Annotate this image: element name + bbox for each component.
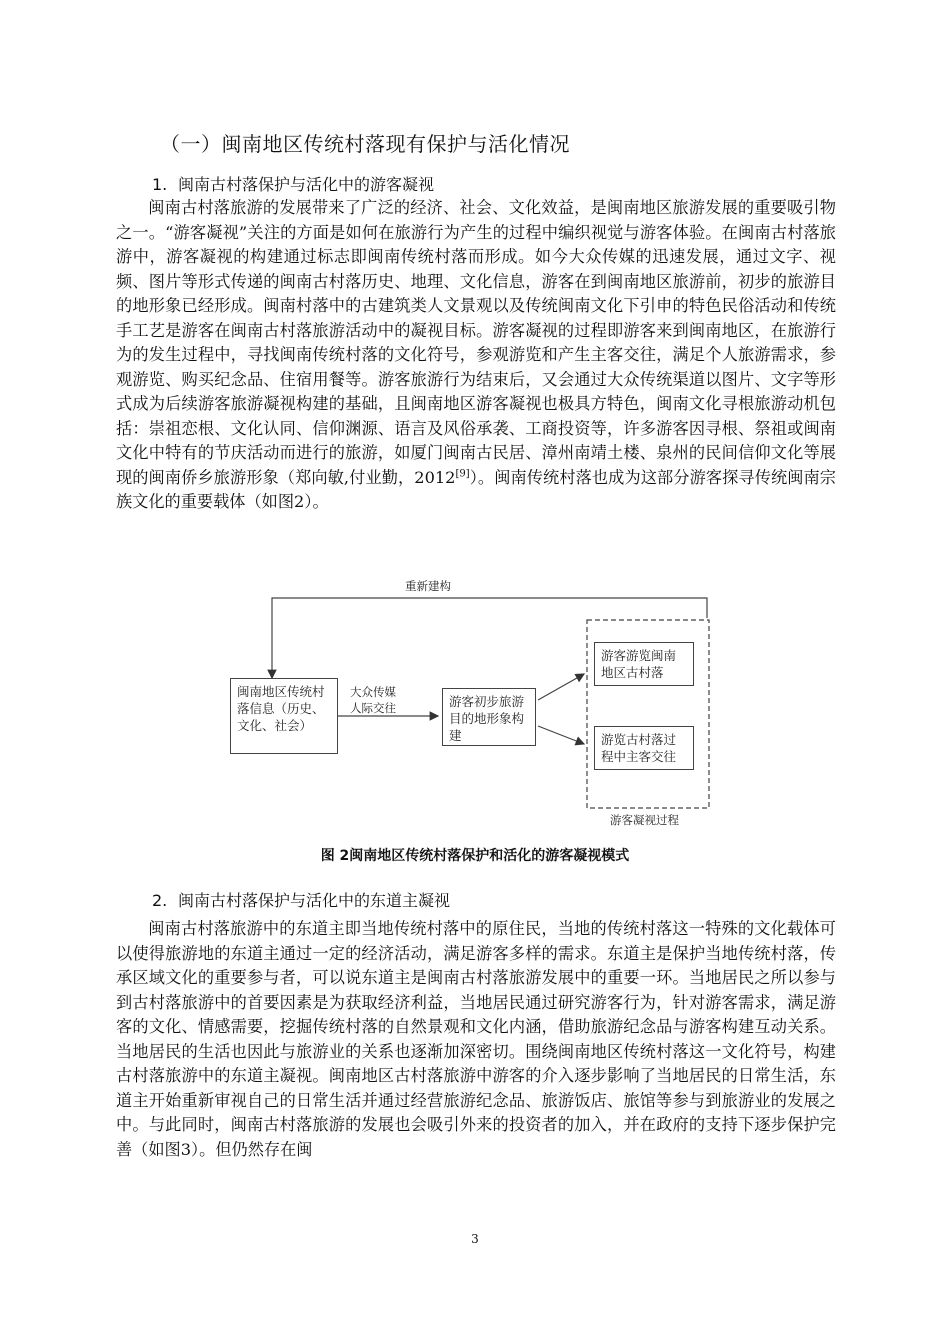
section-heading: （一）闽南地区传统村落现有保护与活化情况 xyxy=(160,132,570,156)
image-construction-box: 游客初步旅游目的地形象构建 xyxy=(442,688,536,746)
subsection-number: 1. xyxy=(152,175,168,194)
gaze-process-label: 游客凝视过程 xyxy=(610,813,679,827)
reconstruct-label: 重新建构 xyxy=(405,579,451,593)
info-box: 闽南地区传统村落信息（历史、文化、社会） xyxy=(230,678,338,754)
subsection-heading-1 xyxy=(152,172,434,195)
subsection-heading-2 xyxy=(152,888,450,911)
subsection-title: 闽南古村落保护与活化中的游客凝视 xyxy=(178,175,435,194)
paragraph-text: 闽南古村落旅游中的东道主即当地传统村落中的原住民，当地的传统村落这一特殊的文化载体可以使得旅游地的东道主通过一定的经济活动，满足游客多样的需求。东道主是保护当地传统村落，传承区域文化的重要参与者，可以说东道主是闽南古村落旅游发展中的重要一环。当地居民之所以参与到古村落旅游中的首要因素是为获取经济利益，当地居民通过研究游客行为，针对游客需求，满足游客的文化、情感需要，挖掘传统村落的自然景观和文化内涵，借助旅游纪念品与游客构建互动关系。当地居民的生活也因此与旅游业的关系也逐渐加深密切。围绕闽南地区传统村落这一文化符号，构建古村落旅游中的东道主凝视。闽南地区古村落旅游中游客的介入逐步影响了当地居民的日常生活，东道主开始重新审视自己的日常生活并通过经营旅游纪念品、旅游饭店、旅馆等参与到旅游业的发展之中。与此同时，闽南古村落旅游的发展也会吸引外来的投资者的加入，并在政府的支持下逐步保护完善（如图3）。但仍然存在闽 xyxy=(116,919,836,1159)
media-label: 大众传媒 人际交往 xyxy=(350,685,396,715)
paragraph-text: 闽南古村落旅游的发展带来了广泛的经济、社会、文化效益，是闽南地区旅游发展的重要吸引物之一。“游客凝视”关注的方面是如何在旅游行为产生的过程中编织视觉与游客体验。在闽南古村落旅游中，游客凝视的构建通过标志即闽南传统村落而形成。如今大众传媒的迅速发展，通过文字、视频、图片等形式传递的闽南古村落历史、地理、文化信息，游客在到闽南地区旅游前，初步的旅游目的地形象已经形成。闽南村落中的古建筑类人文景观以及传统闽南文化下引申的特色民俗活动和传统手工艺是游客在闽南古村落旅游活动中的凝视目标。游客凝视的过程即游客来到闽南地区，在旅游行为的发生过程中，寻找闽南传统村落的文化符号，参观游览和产生主客交往，满足个人旅游需求，参观游览、购买纪念品、住宿用餐等。游客旅游行为结束后，又会通过大众传统渠道以图片、文字等形式成为后续游客旅游凝视构建的基础，且闽南地区游客凝视也极具方特色，闽南文化寻根旅游动机包括：崇祖恋根、文化认同、信仰渊源、语言及风俗承袭、工商投资等，许多游客因寻根、祭祖或闽南文化中特有的节庆活动而进行的旅游，如厦门闽南古民居、漳州南靖土楼、泉州的民间信仰文化等展现的闽南侨乡旅游形象（郑向敏,付业勤，2012 xyxy=(116,198,836,487)
body-paragraph-1 xyxy=(116,196,836,515)
figure-2-diagram xyxy=(200,570,740,832)
subsection-title: 闽南古村落保护与活化中的东道主凝视 xyxy=(178,891,451,910)
citation-ref: [9] xyxy=(455,468,470,480)
arrow-to-tour xyxy=(538,674,584,700)
tour-village-box: 游客游览闽南地区古村落 xyxy=(594,642,694,686)
paragraph-text-end: ）。闽南传统村落也成为这部分游客探寻传统闽南宗族文化的重要载体（如图2）。 xyxy=(116,467,836,511)
page-number: 3 xyxy=(471,1232,479,1246)
arrow-to-interact xyxy=(538,726,584,744)
subsection-number: 2. xyxy=(152,891,168,910)
figure-caption: 图 2闽南地区传统村落保护和活化的游客凝视模式 xyxy=(320,848,630,864)
body-paragraph-2 xyxy=(116,917,836,1162)
host-guest-interaction-box: 游览古村落过程中主客交往 xyxy=(594,726,694,770)
